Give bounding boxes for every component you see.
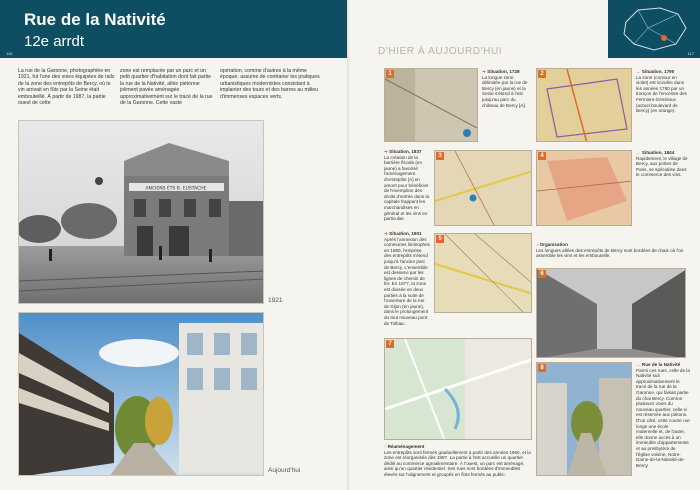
item-6-body: Les longues allées des entrepôts de Bercy sont bordées de chais où l'on assemble les vins et les embouteille. (536, 247, 684, 259)
map-1728-number: 1 (386, 70, 394, 78)
item-1-body: La longue zone délimitée par la rue de Bercy (en jaune) et la Seine s'étend à l'est jusqu'au parc du château de Bercy [A]. (482, 74, 528, 108)
map-1837-image (435, 151, 532, 226)
photo-1921 (18, 120, 264, 304)
photo-organisation-number: 6 (538, 270, 546, 278)
item-5-text (384, 231, 430, 326)
intro-column-1: La rue de la Garonne, photographiée en 1921, fut l'une des voies équipées de rails de la zone des entrepôts de Bercy, où le vin arrivait en fûts par la Seine était embouteillé. À partir de 1987, la partie ouest de cette (18, 68, 115, 107)
item-6-label: Organisation (539, 242, 568, 247)
map-1837 (434, 150, 532, 226)
item-8-label: Rue de la Nativité (641, 362, 681, 367)
item-1-label: Situation, 1728 (487, 69, 520, 74)
item-7-body: Les entrepôts sont fermés graduellement à partir des années 1960, et la zone est réorganisée dès 1987. La partie à l'est accueille un quartier dédié au commerce agroalimentaire. À l'ouest, un parc est aménagé, ainsi qu'un quartier résidentiel. Ses rues sont bordées d'immeubles élevés sur l'alignement et groupés en îlots fermés au public. (384, 449, 531, 477)
item-2-text (636, 69, 688, 114)
map-1901-number: 5 (436, 235, 444, 243)
map-today (384, 338, 532, 440)
item-4-body: Rapidement, le village de Bercy, aux portes de Paris, se spécialise dans le commerce des vins. (636, 155, 688, 178)
arrow-right-icon: ➜ (384, 149, 390, 154)
item-7-label: Réaménagement (387, 444, 425, 449)
map-1844-image (537, 151, 632, 226)
intro-column-3: opération, comme d'autres à la même époque, assume de contrarier les pratiques urbanistiques modernistes consistant à implanter des tours et des barres au milieu d'immenses espaces verts. (220, 68, 320, 100)
item-5-label: Situation, 1901 (389, 231, 422, 236)
arrow-right-icon: ➜ (384, 231, 390, 236)
map-1790-image (537, 69, 632, 142)
map-today-number: 7 (386, 340, 394, 348)
arrow-left-icon: ← (636, 362, 642, 367)
item-6-text (536, 242, 688, 259)
page-subtitle: 12e arrdt (24, 33, 85, 50)
item-2-label: Situation, 1790 (641, 69, 675, 74)
map-1844-number: 4 (538, 152, 546, 160)
map-1837-number: 3 (436, 152, 444, 160)
item-2-body: La zone (contour en violet) est scindée dans les années 1780 par un tronçon de l'enceinte des Fermiers-Généraux (actuel boulevard de Bercy) (en orange). (636, 74, 687, 114)
photo-today (18, 312, 264, 476)
map-1901 (434, 233, 532, 313)
photo-nativite (536, 362, 632, 476)
item-4-text (636, 150, 688, 178)
arrow-up-icon: ↑ (384, 444, 388, 449)
item-1-text (482, 69, 528, 108)
item-8-text (636, 362, 690, 468)
page-number-right: 117 (687, 51, 694, 56)
item-5-body: Après l'annexion des communes limitrophes en 1860, l'emprise des entrepôts s'étend jusqu'à l'ancien parc de Bercy. L'ensemble est desservi par les lignes de chemin de fer. En 1877, la zone est divisée en deux parties à la suite de l'ouverture de la rue de Dijon (en jaune), dans le prolongement du tout nouveau pont de Tolbiac. (384, 236, 430, 326)
map-1901-image (435, 234, 532, 313)
arrow-down-icon: ↓ (536, 242, 540, 247)
photo-nativite-number: 8 (538, 364, 546, 372)
photo-organisation-image (537, 269, 686, 358)
map-1728-image (385, 69, 478, 142)
map-today-image (385, 339, 532, 440)
photo-organisation (536, 268, 686, 358)
arrow-left-icon: ← (636, 150, 642, 155)
caption-1921: 1921 (268, 297, 283, 304)
map-1728 (384, 68, 478, 142)
map-1844 (536, 150, 632, 226)
right-header (350, 0, 700, 58)
arrow-right-icon: ➜ (482, 69, 488, 74)
shop-sign-text: ANCIENS ÉTS B. EUSTACHE (145, 186, 207, 192)
map-1790-number: 2 (538, 70, 546, 78)
item-8-body: Parmi ces rues, celle de la Nativité suit approximativement le tracé de la rue de la Garonne, qui faisait partie du chai Bercy. Comme plusieurs voies du nouveau quartier, celle-ci est réservée aux piétons. D'un côté, cette courte rue longe une école maternelle et, de l'autre, elle donne accès à un immeuble d'appartements et au presbytère de l'église voisine, Notre-Dame-de-la-Nativité-de-Bercy. (636, 367, 690, 468)
caption-today: Aujourd'hui (268, 467, 301, 474)
item-3-body: La création de la barrière fiscale (en jaune) a favorisé l'aménagement d'entrepôts [A] en amont pour bénéficier de l'exemption des droits d'entrée dans la capitale frappant les marchandises en général et les vins en particulier. (384, 154, 430, 222)
title-band (0, 0, 350, 58)
item-3-text (384, 149, 430, 222)
paris-map-icon-box (608, 0, 700, 58)
photo-1921-image (19, 121, 264, 304)
arrow-left-icon: ← (636, 69, 642, 74)
item-7-text (384, 444, 534, 478)
page-number-left: 116 (6, 51, 13, 56)
paris-map-icon (608, 0, 700, 58)
photo-today-image (19, 313, 264, 476)
section-heading: D'HIER À AUJOURD'HUI (378, 46, 503, 57)
photo-nativite-image (537, 363, 632, 476)
right-page (350, 0, 700, 490)
intro-column-2: zone est remplacée par un parc et un petit quartier d'habitation dont fait partie la rue de la Nativité, allée piétonne joliment pavée aménagée approximativement sur le tracé de la rue de la Garonne. Cette vaste (120, 68, 213, 107)
item-3-label: Situation, 1837 (389, 149, 422, 154)
map-1790 (536, 68, 632, 142)
item-4-label: Situation, 1844 (641, 150, 675, 155)
page-title: Rue de la Nativité (24, 10, 166, 29)
